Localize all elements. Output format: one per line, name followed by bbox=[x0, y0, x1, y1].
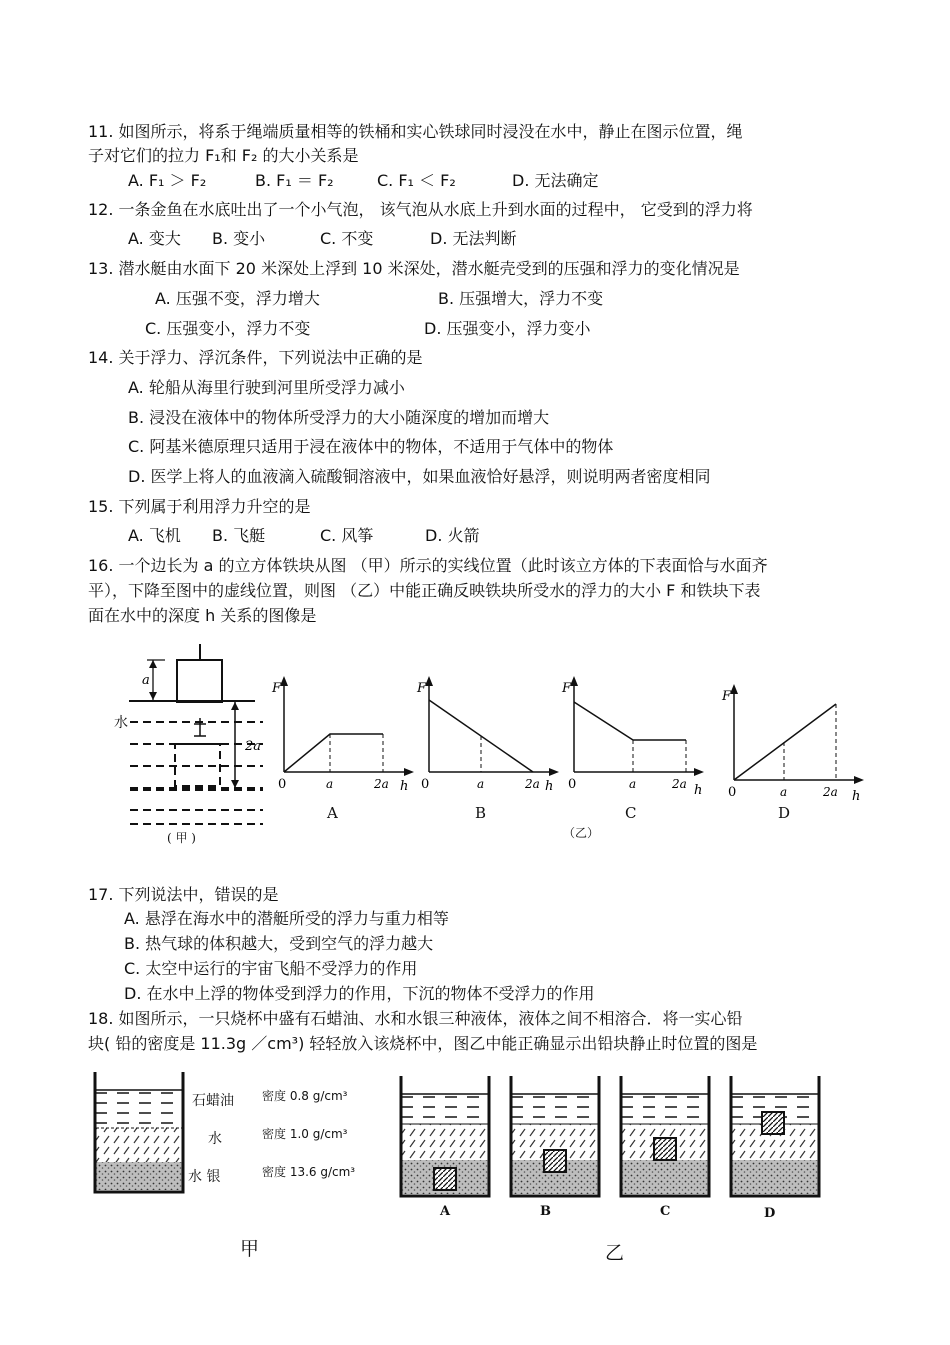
graph-d-f-label: F bbox=[722, 689, 732, 704]
q18-figure-yi-caption: 乙 bbox=[605, 1242, 625, 1264]
graph-b-a-tick: a bbox=[477, 777, 485, 791]
graph-b-h-label: h bbox=[545, 779, 554, 794]
q18-figure-jia-caption: 甲 bbox=[240, 1238, 260, 1260]
q18-liquid-water: 水 bbox=[208, 1131, 222, 1147]
q18-density-water: 密度 1.0 g/cm³ bbox=[262, 1127, 348, 1141]
q18-beaker-d bbox=[728, 1072, 823, 1200]
q12-stem-line1: 12. 一条金鱼在水底吐出了一个小气泡， 该气泡从水底上升到水面的过程中， 它受到的浮力将 bbox=[88, 200, 753, 219]
graph-b-zero: 0 bbox=[421, 777, 430, 792]
q15-option-c: C. 风筝 bbox=[320, 526, 374, 545]
q18-liquid-mercury: 水 银 bbox=[188, 1169, 221, 1185]
q12-option-a: A. 变大 bbox=[128, 229, 181, 248]
q16-graph-d bbox=[718, 680, 868, 805]
q16-graph-c-letter: C bbox=[625, 804, 637, 822]
graph-c-h-label: h bbox=[694, 783, 703, 797]
q18-beaker-d-letter: D bbox=[764, 1206, 776, 1221]
q15-option-b: B. 飞艇 bbox=[212, 526, 266, 545]
graph-b-2a-tick: 2a bbox=[525, 777, 540, 791]
q13-option-b: B. 压强增大，浮力不变 bbox=[438, 289, 604, 308]
graph-b-f-label: F bbox=[417, 681, 427, 696]
q18-density-mercury: 密度 13.6 g/cm³ bbox=[262, 1165, 356, 1179]
q16-graph-a-letter: A bbox=[327, 804, 338, 822]
graph-d-a-tick: a bbox=[780, 785, 788, 799]
q15-option-a: A. 飞机 bbox=[128, 526, 181, 545]
q16-stem-line1: 16. 一个边长为 a 的立方体铁块从图 （甲）所示的实线位置（此时该立方体的下表面恰与水面齐 bbox=[88, 556, 768, 575]
q14-stem-line1: 14. 关于浮力、浮沉条件，下列说法中正确的是 bbox=[88, 348, 423, 367]
q16-fig-water-label: 水 bbox=[114, 715, 128, 731]
graph-a-h-label: h bbox=[400, 779, 409, 794]
q18-beaker-a-letter: A bbox=[440, 1204, 451, 1219]
graph-a-2a-tick: 2a bbox=[374, 777, 389, 791]
q12-option-c: C. 不变 bbox=[320, 229, 374, 248]
graph-d-h-label: h bbox=[852, 789, 861, 804]
q18-beaker-a bbox=[398, 1072, 493, 1200]
graph-c-2a-tick: 2a bbox=[672, 777, 687, 791]
q16-graph-c bbox=[558, 672, 708, 797]
q18-stem-line1: 18. 如图所示，一只烧杯中盛有石蜡油、水和水银三种液体，液体之间不相溶合．将一实心铅 bbox=[88, 1009, 743, 1028]
q18-beaker-jia bbox=[92, 1068, 187, 1196]
q18-beaker-c bbox=[618, 1072, 713, 1200]
q18-liquid-oil: 石蜡油 bbox=[192, 1093, 234, 1109]
q16-stem-line3: 面在水中的深度 h 关系的图像是 bbox=[88, 606, 317, 625]
q17-option-b: B. 热气球的体积越大，受到空气的浮力越大 bbox=[124, 934, 434, 953]
q13-option-c: C. 压强变小，浮力不变 bbox=[145, 319, 311, 338]
q16-graph-b bbox=[413, 672, 563, 797]
q11-stem-line1: 11. 如图所示，将系于绳端质量相等的铁桶和实心铁球同时浸没在水中，静止在图示位置，绳 bbox=[88, 122, 743, 141]
graph-a-f-label: F bbox=[272, 681, 282, 696]
q18-stem-line2: 块( 铅的密度是 11.3g ／cm³) 轻轻放入该烧杯中，图乙中能正确显示出铅块静止时位置的图是 bbox=[88, 1034, 758, 1053]
q11-option-c: C. F₁ ＜ F₂ bbox=[377, 171, 456, 190]
q18-beaker-b-letter: B bbox=[540, 1204, 551, 1219]
q14-option-b: B. 浸没在液体中的物体所受浮力的大小随深度的增加而增大 bbox=[128, 408, 550, 427]
q18-density-oil: 密度 0.8 g/cm³ bbox=[262, 1089, 348, 1103]
q15-stem-line1: 15. 下列属于利用浮力升空的是 bbox=[88, 497, 311, 516]
q14-option-d: D. 医学上将人的血液滴入硫酸铜溶液中，如果血液恰好悬浮，则说明两者密度相同 bbox=[128, 467, 711, 486]
q17-option-d: D. 在水中上浮的物体受到浮力的作用，下沉的物体不受浮力的作用 bbox=[124, 984, 595, 1003]
q14-option-a: A. 轮船从海里行驶到河里所受浮力减小 bbox=[128, 378, 405, 397]
q16-figure-jia bbox=[105, 640, 275, 840]
graph-a-a-tick: a bbox=[326, 777, 334, 791]
q13-option-a: A. 压强不变，浮力增大 bbox=[155, 289, 320, 308]
q17-stem-line1: 17. 下列说法中，错误的是 bbox=[88, 885, 279, 904]
graph-a-zero: 0 bbox=[278, 777, 287, 792]
q11-option-d: D. 无法确定 bbox=[512, 171, 599, 190]
q15-option-d: D. 火箭 bbox=[425, 526, 480, 545]
q16-fig-a-label: a bbox=[142, 673, 150, 688]
q16-stem-line2: 平），下降至图中的虚线位置，则图 （乙）中能正确反映铁块所受水的浮力的大小 F 和铁块下表 bbox=[88, 581, 761, 600]
q17-option-c: C. 太空中运行的宇宙飞船不受浮力的作用 bbox=[124, 959, 418, 978]
q11-option-a: A. F₁ ＞ F₂ bbox=[128, 171, 207, 190]
q16-graph-d-letter: D bbox=[778, 804, 791, 822]
graph-c-f-label: F bbox=[562, 681, 572, 696]
q16-fig-jia-caption: ( 甲 ) bbox=[167, 831, 196, 845]
q12-option-b: B. 变小 bbox=[212, 229, 266, 248]
q13-stem-line1: 13. 潜水艇由水面下 20 米深处上浮到 10 米深处，潜水艇壳受到的压强和浮力的变化情况是 bbox=[88, 259, 740, 278]
q12-option-d: D. 无法判断 bbox=[430, 229, 517, 248]
graph-c-zero: 0 bbox=[568, 777, 577, 792]
q11-option-b: B. F₁ ＝ F₂ bbox=[255, 171, 334, 190]
q18-beaker-c-letter: C bbox=[660, 1204, 671, 1219]
q13-option-d: D. 压强变小，浮力变小 bbox=[424, 319, 591, 338]
q16-graph-a bbox=[268, 672, 418, 797]
q16-fig-yi-caption: （乙） bbox=[563, 826, 600, 840]
q14-option-c: C. 阿基米德原理只适用于浸在液体中的物体，不适用于气体中的物体 bbox=[128, 437, 614, 456]
q11-stem-line2: 子对它们的拉力 F₁和 F₂ 的大小关系是 bbox=[88, 146, 359, 165]
graph-c-a-tick: a bbox=[629, 777, 637, 791]
q17-option-a: A. 悬浮在海水中的潜艇所受的浮力与重力相等 bbox=[124, 909, 449, 928]
graph-d-zero: 0 bbox=[728, 785, 737, 800]
graph-d-2a-tick: 2a bbox=[823, 785, 838, 799]
q16-fig-2a-label: 2a bbox=[245, 739, 262, 754]
q16-graph-b-letter: B bbox=[475, 804, 487, 822]
q18-beaker-b bbox=[508, 1072, 603, 1200]
